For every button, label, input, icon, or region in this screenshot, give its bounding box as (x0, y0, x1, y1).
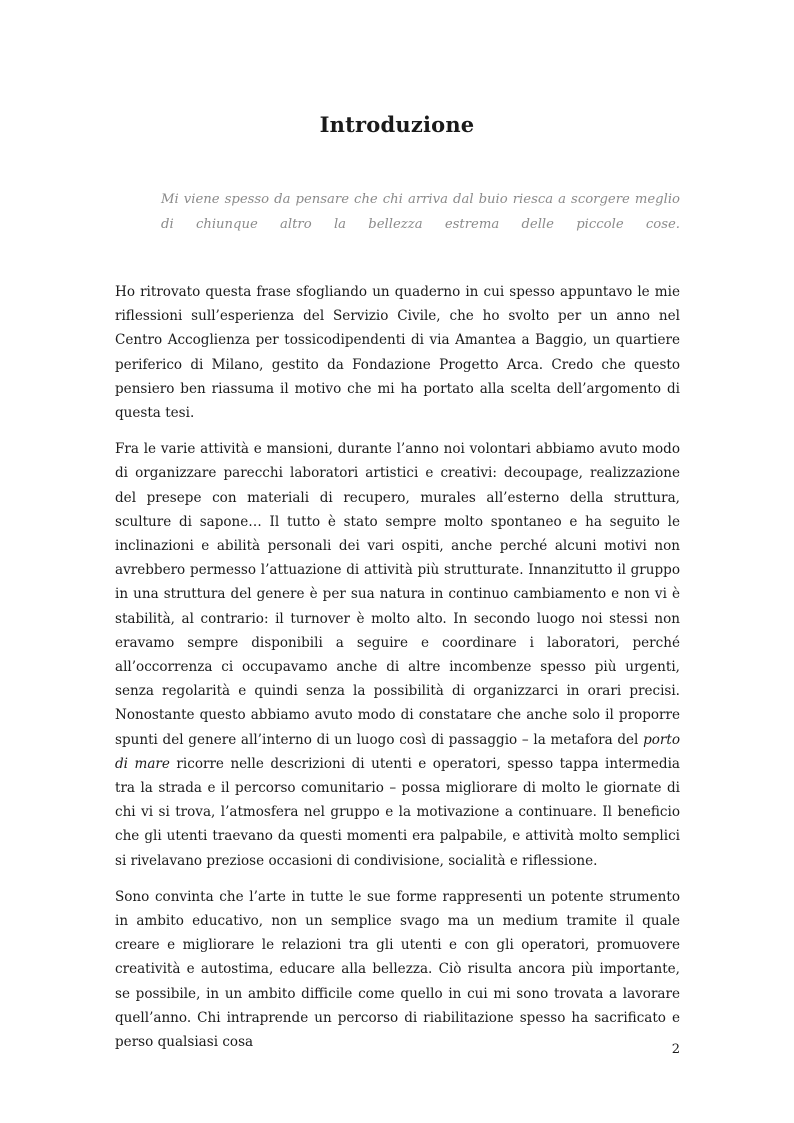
page-number: 2 (671, 1042, 680, 1057)
page-title: Introduzione (319, 112, 475, 137)
emphasis-porto-di-mare: porto di mare (115, 731, 680, 772)
paragraph-2-part-1: Fra le varie attività e mansioni, durante l’anno noi volontari abbiamo avuto modo di organizzare parecchi laboratori artistici e creativi: decoupage, realizzazione del presepe con materiali di recupero, murales all’esterno della struttura, sculture di sapone… Il tutto è stato sempre molto spontaneo e ha seguito le inclinazioni e abilità personali dei vari ospiti, anche perché alcuni motivi non avrebbero permesso l’attuazione di attività più strutturate. Innanzitutto il gruppo in una struttura del genere è per sua natura in continuo cambiamento e non vi è stabilità, al contrario: il turnover è molto alto. In secondo luogo noi stessi non eravamo sempre disponibili a seguire e coordinare i laboratori, perché all’occorrenza ci occupavamo anche di altre incombenze spesso più urgenti, senza regolarità e quindi senza la possibilità di organizzarci in orari precisi. Nonostante questo abbiamo avuto modo di constatare che anche solo il proporre spunti del genere all’interno di un luogo così di passaggio – la metafora del (115, 441, 680, 748)
paragraph-3: Sono convinta che l’arte in tutte le sue forme rappresenti un potente strumento in ambito educativo, non un semplice svago ma un medium tramite il quale creare e migliorare le relazioni tra gli utenti e con gli operatori, promuovere creatività e autostima, educare alla bellezza. Ciò risulta ancora più importante, se possibile, in un ambito difficile come quello in cui mi sono trovata a lavorare quell’anno. Chi intraprende un percorso di riabilitazione spesso ha sacrificato e perso qualsiasi cosa (115, 888, 680, 1051)
body-text (115, 280, 680, 1066)
epigraph-quote: Mi viene spesso da pensare che chi arriva dal buio riesca a scorgere meglio di chiunque altro la bellezza estrema delle piccole cose. (161, 192, 680, 232)
paragraph-2 (115, 437, 680, 873)
paragraph-1: Ho ritrovato questa frase sfogliando un quaderno in cui spesso appuntavo le mie riflessioni sull’esperienza del Servizio Civile, che ho svolto per un anno nel Centro Accoglienza per tossicodipendenti di via Amantea a Baggio, un quartiere periferico di Milano, gestito da Fondazione Progetto Arca. Credo che questo pensiero ben riassuma il motivo che mi ha portato alla scelta dell’argomento di questa tesi. (115, 284, 680, 422)
paragraph-2-part-2: ricorre nelle descrizioni di utenti e operatori, spesso tappa intermedia tra la strada e il percorso comunitario – possa migliorare di molto le giornate di chi vi si trova, l’atmosfera nel gruppo e la motivazione a continuare. Il beneficio che gli utenti traevano da questi momenti era palpabile, e attività molto semplici si rivelavano preziose occasioni di condivisione, socialità e riflessione. (115, 755, 680, 869)
